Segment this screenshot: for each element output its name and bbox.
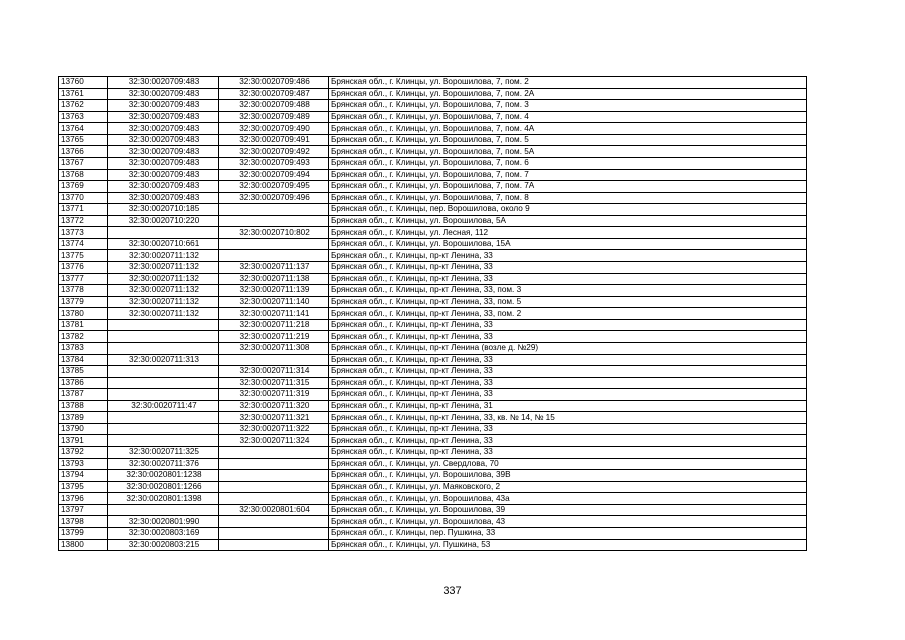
row-number-cell: 13795 <box>59 481 108 493</box>
row-number-cell: 13779 <box>59 296 108 308</box>
parcel-number-cell: 32:30:0020801:990 <box>108 516 219 528</box>
row-number-cell: 13783 <box>59 342 108 354</box>
parcel-number-cell: 32:30:0020803:215 <box>108 539 219 551</box>
table-row <box>59 111 807 123</box>
object-number-cell: 32:30:0020711:315 <box>219 377 329 389</box>
address-cell: Брянская обл., г. Клинцы, ул. Ворошилова, 7, пом. 5 <box>329 134 807 146</box>
table-row <box>59 157 807 169</box>
parcel-number-cell: 32:30:0020803:169 <box>108 527 219 539</box>
parcel-number-cell: 32:30:0020709:483 <box>108 192 219 204</box>
parcel-number-cell: 32:30:0020709:483 <box>108 146 219 158</box>
address-cell: Брянская обл., г. Клинцы, пр-кт Ленина, 33, кв. № 14, № 15 <box>329 412 807 424</box>
row-number-cell: 13789 <box>59 412 108 424</box>
table-row <box>59 262 807 274</box>
object-number-cell: 32:30:0020801:604 <box>219 504 329 516</box>
address-cell: Брянская обл., г. Клинцы, пр-кт Ленина, 31 <box>329 400 807 412</box>
object-number-cell: 32:30:0020709:492 <box>219 146 329 158</box>
parcel-number-cell: 32:30:0020710:220 <box>108 215 219 227</box>
address-cell: Брянская обл., г. Клинцы, пр-кт Ленина, 33, пом. 2 <box>329 308 807 320</box>
address-cell: Брянская обл., г. Клинцы, ул. Ворошилова, 7, пом. 5А <box>329 146 807 158</box>
row-number-cell: 13767 <box>59 157 108 169</box>
row-number-cell: 13772 <box>59 215 108 227</box>
object-number-cell: 32:30:0020709:491 <box>219 134 329 146</box>
page-number: 337 <box>443 585 462 597</box>
parcel-number-cell <box>108 435 219 447</box>
parcel-number-cell: 32:30:0020709:483 <box>108 157 219 169</box>
address-cell: Брянская обл., г. Клинцы, пер. Пушкина, 33 <box>329 527 807 539</box>
address-cell: Брянская обл., г. Клинцы, ул. Ворошилова, 7, пом. 4А <box>329 123 807 135</box>
object-number-cell: 32:30:0020709:496 <box>219 192 329 204</box>
row-number-cell: 13799 <box>59 527 108 539</box>
object-number-cell: 32:30:0020709:487 <box>219 88 329 100</box>
table-row <box>59 493 807 505</box>
row-number-cell: 13778 <box>59 285 108 297</box>
object-number-cell: 32:30:0020711:137 <box>219 262 329 274</box>
row-number-cell: 13770 <box>59 192 108 204</box>
table-row <box>59 134 807 146</box>
object-number-cell <box>219 204 329 216</box>
row-number-cell: 13775 <box>59 250 108 262</box>
row-number-cell: 13790 <box>59 423 108 435</box>
parcel-number-cell: 32:30:0020709:483 <box>108 100 219 112</box>
address-cell: Брянская обл., г. Клинцы, пр-кт Ленина, 33 <box>329 354 807 366</box>
row-number-cell: 13788 <box>59 400 108 412</box>
parcel-number-cell <box>108 389 219 401</box>
address-cell: Брянская обл., г. Клинцы, пр-кт Ленина, 33 <box>329 273 807 285</box>
address-cell: Брянская обл., г. Клинцы, пр-кт Ленина, 33 <box>329 377 807 389</box>
row-number-cell: 13765 <box>59 134 108 146</box>
row-number-cell: 13760 <box>59 77 108 89</box>
parcel-number-cell <box>108 377 219 389</box>
parcel-number-cell: 32:30:0020801:1266 <box>108 481 219 493</box>
table-row <box>59 319 807 331</box>
object-number-cell <box>219 527 329 539</box>
address-cell: Брянская обл., г. Клинцы, ул. Ворошилова, 7, пом. 7 <box>329 169 807 181</box>
row-number-cell: 13796 <box>59 493 108 505</box>
row-number-cell: 13784 <box>59 354 108 366</box>
object-number-cell: 32:30:0020709:490 <box>219 123 329 135</box>
table-row <box>59 146 807 158</box>
table-row <box>59 527 807 539</box>
parcel-number-cell <box>108 366 219 378</box>
object-number-cell: 32:30:0020709:486 <box>219 77 329 89</box>
row-number-cell: 13787 <box>59 389 108 401</box>
object-number-cell: 32:30:0020709:495 <box>219 181 329 193</box>
object-number-cell <box>219 447 329 459</box>
table-row <box>59 435 807 447</box>
parcel-number-cell <box>108 504 219 516</box>
object-number-cell <box>219 516 329 528</box>
parcel-number-cell: 32:30:0020711:132 <box>108 250 219 262</box>
object-number-cell: 32:30:0020711:308 <box>219 342 329 354</box>
parcel-number-cell: 32:30:0020711:132 <box>108 296 219 308</box>
table-row <box>59 100 807 112</box>
address-cell: Брянская обл., г. Клинцы, ул. Свердлова, 70 <box>329 458 807 470</box>
object-number-cell: 32:30:0020711:138 <box>219 273 329 285</box>
object-number-cell <box>219 215 329 227</box>
address-cell: Брянская обл., г. Клинцы, ул. Ворошилова, 7, пом. 2 <box>329 77 807 89</box>
address-cell: Брянская обл., г. Клинцы, ул. Ворошилова, 7, пом. 6 <box>329 157 807 169</box>
row-number-cell: 13786 <box>59 377 108 389</box>
row-number-cell: 13774 <box>59 238 108 250</box>
parcel-number-cell: 32:30:0020709:483 <box>108 88 219 100</box>
object-number-cell <box>219 238 329 250</box>
object-number-cell: 32:30:0020709:493 <box>219 157 329 169</box>
address-cell: Брянская обл., г. Клинцы, ул. Ворошилова, 39 <box>329 504 807 516</box>
table-row <box>59 215 807 227</box>
address-cell: Брянская обл., г. Клинцы, ул. Ворошилова, 15А <box>329 238 807 250</box>
parcel-number-cell: 32:30:0020709:483 <box>108 169 219 181</box>
row-number-cell: 13797 <box>59 504 108 516</box>
object-number-cell <box>219 539 329 551</box>
row-number-cell: 13768 <box>59 169 108 181</box>
object-number-cell: 32:30:0020711:141 <box>219 308 329 320</box>
parcel-number-cell: 32:30:0020709:483 <box>108 181 219 193</box>
address-cell: Брянская обл., г. Клинцы, пр-кт Ленина, 33 <box>329 331 807 343</box>
parcel-number-cell <box>108 227 219 239</box>
address-cell: Брянская обл., г. Клинцы, пр-кт Ленина, 33 <box>329 262 807 274</box>
row-number-cell: 13771 <box>59 204 108 216</box>
table-row <box>59 77 807 89</box>
object-number-cell: 32:30:0020711:218 <box>219 319 329 331</box>
object-number-cell: 32:30:0020711:219 <box>219 331 329 343</box>
object-number-cell <box>219 481 329 493</box>
address-cell: Брянская обл., г. Клинцы, ул. Пушкина, 53 <box>329 539 807 551</box>
table-row <box>59 204 807 216</box>
table-row <box>59 481 807 493</box>
table-row <box>59 123 807 135</box>
table-row <box>59 447 807 459</box>
address-cell: Брянская обл., г. Клинцы, ул. Ворошилова, 7, пом. 8 <box>329 192 807 204</box>
row-number-cell: 13762 <box>59 100 108 112</box>
object-number-cell: 32:30:0020709:494 <box>219 169 329 181</box>
parcel-number-cell: 32:30:0020711:132 <box>108 285 219 297</box>
row-number-cell: 13766 <box>59 146 108 158</box>
row-number-cell: 13792 <box>59 447 108 459</box>
address-cell: Брянская обл., г. Клинцы, ул. Ворошилова, 43 <box>329 516 807 528</box>
row-number-cell: 13782 <box>59 331 108 343</box>
object-number-cell <box>219 458 329 470</box>
table-row <box>59 250 807 262</box>
table-row <box>59 192 807 204</box>
table-row <box>59 366 807 378</box>
table-row <box>59 412 807 424</box>
parcel-number-cell: 32:30:0020711:376 <box>108 458 219 470</box>
table-row <box>59 181 807 193</box>
object-number-cell: 32:30:0020711:314 <box>219 366 329 378</box>
row-number-cell: 13777 <box>59 273 108 285</box>
object-number-cell: 32:30:0020711:320 <box>219 400 329 412</box>
table-row <box>59 342 807 354</box>
parcel-number-cell: 32:30:0020711:132 <box>108 273 219 285</box>
address-cell: Брянская обл., г. Клинцы, ул. Ворошилова, 43а <box>329 493 807 505</box>
row-number-cell: 13776 <box>59 262 108 274</box>
object-number-cell <box>219 354 329 366</box>
address-cell: Брянская обл., г. Клинцы, пр-кт Ленина, 33, пом. 5 <box>329 296 807 308</box>
row-number-cell: 13793 <box>59 458 108 470</box>
object-number-cell: 32:30:0020711:324 <box>219 435 329 447</box>
table-row <box>59 296 807 308</box>
table-row <box>59 458 807 470</box>
address-cell: Брянская обл., г. Клинцы, пр-кт Ленина, 33 <box>329 435 807 447</box>
object-number-cell: 32:30:0020711:322 <box>219 423 329 435</box>
table-row <box>59 238 807 250</box>
address-cell: Брянская обл., г. Клинцы, пр-кт Ленина, 33 <box>329 250 807 262</box>
row-number-cell: 13794 <box>59 470 108 482</box>
table-row <box>59 504 807 516</box>
parcel-number-cell <box>108 331 219 343</box>
parcel-number-cell <box>108 423 219 435</box>
parcel-number-cell <box>108 319 219 331</box>
parcel-number-cell: 32:30:0020709:483 <box>108 77 219 89</box>
row-number-cell: 13773 <box>59 227 108 239</box>
address-cell: Брянская обл., г. Клинцы, пр-кт Ленина, 33 <box>329 447 807 459</box>
object-number-cell <box>219 470 329 482</box>
address-cell: Брянская обл., г. Клинцы, пер. Ворошилова, около 9 <box>329 204 807 216</box>
parcel-number-cell: 32:30:0020710:185 <box>108 204 219 216</box>
address-cell: Брянская обл., г. Клинцы, пр-кт Ленина, 33 <box>329 366 807 378</box>
table-row <box>59 169 807 181</box>
table-row <box>59 470 807 482</box>
address-cell: Брянская обл., г. Клинцы, ул. Ворошилова, 7, пом. 2А <box>329 88 807 100</box>
registry-table <box>58 76 807 551</box>
row-number-cell: 13791 <box>59 435 108 447</box>
object-number-cell: 32:30:0020711:319 <box>219 389 329 401</box>
table-row <box>59 331 807 343</box>
table-row <box>59 308 807 320</box>
parcel-number-cell: 32:30:0020711:132 <box>108 262 219 274</box>
row-number-cell: 13780 <box>59 308 108 320</box>
table-row <box>59 400 807 412</box>
parcel-number-cell: 32:30:0020711:313 <box>108 354 219 366</box>
table-row <box>59 516 807 528</box>
parcel-number-cell <box>108 342 219 354</box>
parcel-number-cell: 32:30:0020711:325 <box>108 447 219 459</box>
address-cell: Брянская обл., г. Клинцы, ул. Маяковского, 2 <box>329 481 807 493</box>
parcel-number-cell: 32:30:0020801:1238 <box>108 470 219 482</box>
row-number-cell: 13764 <box>59 123 108 135</box>
row-number-cell: 13800 <box>59 539 108 551</box>
table-row <box>59 273 807 285</box>
object-number-cell: 32:30:0020711:321 <box>219 412 329 424</box>
row-number-cell: 13798 <box>59 516 108 528</box>
address-cell: Брянская обл., г. Клинцы, пр-кт Ленина, 33, пом. 3 <box>329 285 807 297</box>
parcel-number-cell: 32:30:0020711:47 <box>108 400 219 412</box>
address-cell: Брянская обл., г. Клинцы, ул. Ворошилова, 7, пом. 4 <box>329 111 807 123</box>
object-number-cell <box>219 493 329 505</box>
row-number-cell: 13761 <box>59 88 108 100</box>
address-cell: Брянская обл., г. Клинцы, ул. Ворошилова, 7, пом. 3 <box>329 100 807 112</box>
parcel-number-cell: 32:30:0020709:483 <box>108 134 219 146</box>
parcel-number-cell: 32:30:0020710:661 <box>108 238 219 250</box>
parcel-number-cell: 32:30:0020709:483 <box>108 123 219 135</box>
table-row <box>59 285 807 297</box>
table-row <box>59 354 807 366</box>
parcel-number-cell <box>108 412 219 424</box>
parcel-number-cell: 32:30:0020711:132 <box>108 308 219 320</box>
parcel-number-cell: 32:30:0020709:483 <box>108 111 219 123</box>
address-cell: Брянская обл., г. Клинцы, пр-кт Ленина, 33 <box>329 389 807 401</box>
address-cell: Брянская обл., г. Клинцы, пр-кт Ленина, 33 <box>329 423 807 435</box>
address-cell: Брянская обл., г. Клинцы, ул. Лесная, 112 <box>329 227 807 239</box>
table-row <box>59 88 807 100</box>
object-number-cell <box>219 250 329 262</box>
object-number-cell: 32:30:0020711:139 <box>219 285 329 297</box>
object-number-cell: 32:30:0020709:489 <box>219 111 329 123</box>
address-cell: Брянская обл., г. Клинцы, ул. Ворошилова, 7, пом. 7А <box>329 181 807 193</box>
address-cell: Брянская обл., г. Клинцы, ул. Ворошилова, 5А <box>329 215 807 227</box>
table-row <box>59 389 807 401</box>
parcel-number-cell: 32:30:0020801:1398 <box>108 493 219 505</box>
address-cell: Брянская обл., г. Клинцы, пр-кт Ленина (возле д. №29) <box>329 342 807 354</box>
table-row <box>59 377 807 389</box>
row-number-cell: 13781 <box>59 319 108 331</box>
address-cell: Брянская обл., г. Клинцы, пр-кт Ленина, 33 <box>329 319 807 331</box>
object-number-cell: 32:30:0020710:802 <box>219 227 329 239</box>
row-number-cell: 13763 <box>59 111 108 123</box>
table-row <box>59 227 807 239</box>
row-number-cell: 13785 <box>59 366 108 378</box>
registry-table-body <box>59 77 807 551</box>
table-row <box>59 539 807 551</box>
row-number-cell: 13769 <box>59 181 108 193</box>
object-number-cell: 32:30:0020711:140 <box>219 296 329 308</box>
table-row <box>59 423 807 435</box>
address-cell: Брянская обл., г. Клинцы, ул. Ворошилова, 39В <box>329 470 807 482</box>
object-number-cell: 32:30:0020709:488 <box>219 100 329 112</box>
